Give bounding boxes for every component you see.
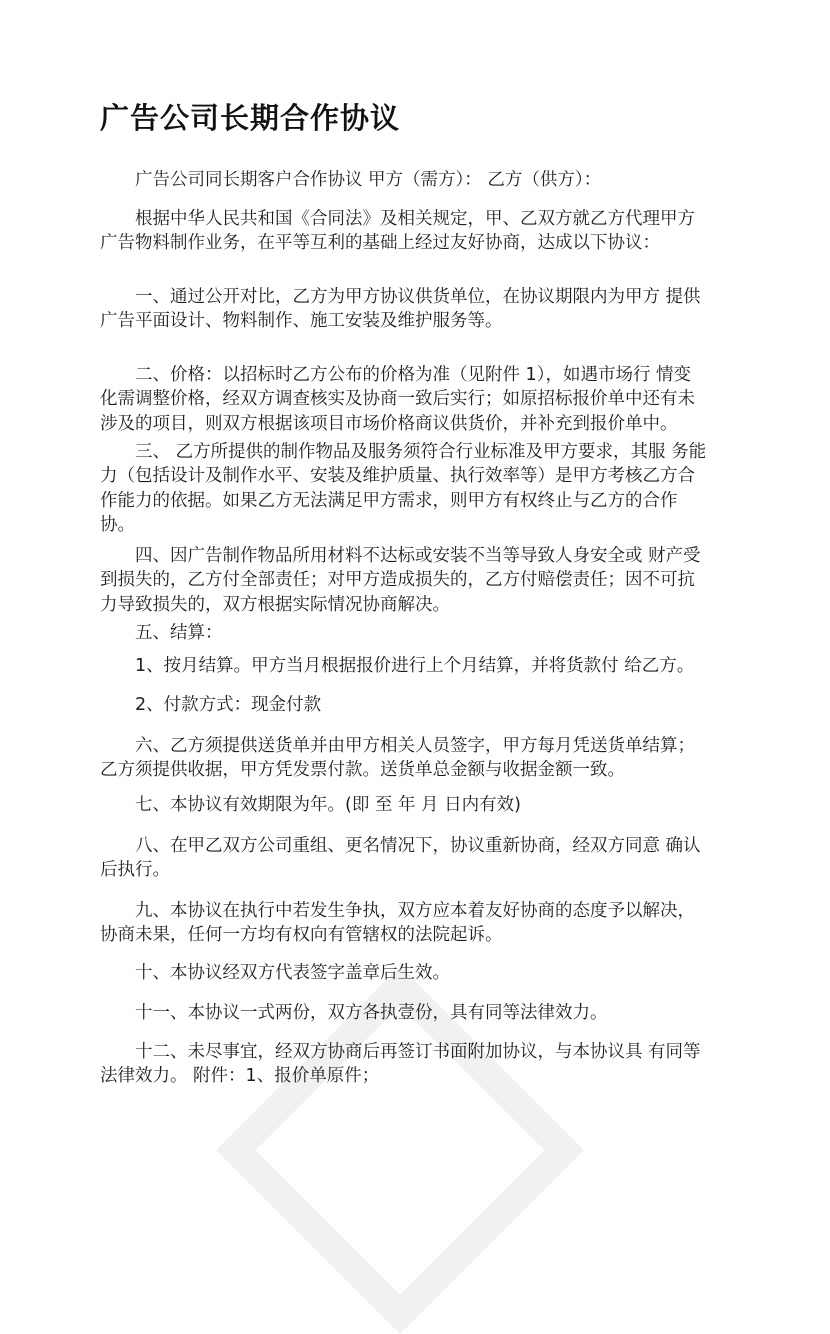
paragraph-line: 法律效力。 附件：1、报价单原件； xyxy=(100,1066,380,1087)
paragraph xyxy=(100,363,740,436)
paragraph-line: 七、本协议有效期限为年。(即 至 年 月 日内有效) xyxy=(135,795,521,815)
paragraph xyxy=(100,734,740,783)
paragraph-line: 涉及的项目，则双方根据该项目市场价格商议供货价，并补充到报价单中。 xyxy=(100,413,678,434)
paragraph xyxy=(100,693,740,717)
paragraph-line: 三、 乙方所提供的制作物品及服务须符合行业标准及甲方要求，其服 务能 xyxy=(135,442,707,462)
paragraph-line: 九、本协议在执行中若发生争执，双方应本着友好协商的态度予以解决， xyxy=(135,901,695,921)
paragraph xyxy=(100,544,740,617)
paragraph xyxy=(100,285,740,334)
paragraph xyxy=(100,654,740,678)
paragraph-line: 协。 xyxy=(100,514,135,535)
paragraph-line: 一、通过公开对比，乙方为甲方协议供货单位，在协议期限内为甲方 提供 xyxy=(135,287,701,307)
paragraph-line: 十一、本协议一式两份，双方各执壹份，具有同等法律效力。 xyxy=(135,1003,608,1023)
paragraph xyxy=(100,1001,740,1025)
paragraph-line: 十二、未尽事宜，经双方协商后再签订书面附加协议，与本协议具 有同等 xyxy=(135,1042,701,1062)
paragraph-line: 化需调整价格，经双方调查核实及协商一致后实行；如原招标报价单中还有未 xyxy=(100,389,695,410)
paragraph xyxy=(100,1040,740,1089)
paragraph-line: 乙方须提供收据，甲方凭发票付款。送货单总金额与收据金额一致。 xyxy=(100,760,625,781)
paragraph xyxy=(100,961,740,985)
paragraph xyxy=(100,834,740,883)
paragraph-line: 协商未果，任何一方均有权向有管辖权的法院起诉。 xyxy=(100,925,503,946)
paragraph-line: 八、在甲乙双方公司重组、更名情况下，协议重新协商，经双方同意 确认 xyxy=(135,836,701,856)
paragraph-line: 十、本协议经双方代表签字盖章后生效。 xyxy=(135,963,450,983)
paragraph xyxy=(100,168,740,192)
document-title: 广告公司长期合作协议 xyxy=(100,101,401,135)
paragraph-line: 广告公司同长期客户合作协议 甲方（需方）： 乙方（供方）： xyxy=(135,170,602,190)
paragraph-line: 2、付款方式：现金付款 xyxy=(135,695,322,715)
paragraph-line: 四、因广告制作物品所用材料不达标或安装不当等导致人身安全或 财产受 xyxy=(135,546,701,566)
paragraph-line: 广告平面设计、物料制作、施工安装及维护服务等。 xyxy=(100,311,503,332)
paragraph xyxy=(100,621,740,645)
paragraph-line: 到损失的，乙方付全部责任；对甲方造成损失的，乙方付赔偿责任；因不可抗 xyxy=(100,570,695,591)
paragraph-line: 根据中华人民共和国《合同法》及相关规定，甲、乙双方就乙方代理甲方 xyxy=(135,209,695,229)
paragraph-line: 1、按月结算。甲方当月根据报价进行上个月结算，并将货款付 给乙方。 xyxy=(135,656,695,676)
paragraph-line: 五、结算： xyxy=(135,623,223,643)
paragraph xyxy=(100,899,740,948)
paragraph-line: 二、价格：以招标时乙方公布的价格为准（见附件 1），如遇市场行 情变 xyxy=(135,365,692,385)
paragraph-line: 广告物料制作业务，在平等互利的基础上经过友好协商，达成以下协议： xyxy=(100,233,660,254)
paragraph-line: 作能力的依据。如果乙方无法满足甲方需求，则甲方有权终止与乙方的合作 xyxy=(100,490,678,511)
paragraph xyxy=(100,207,740,256)
paragraph xyxy=(100,793,740,817)
paragraph xyxy=(100,440,740,537)
paragraph-line: 六、乙方须提供送货单并由甲方相关人员签字，甲方每月凭送货单结算； xyxy=(135,736,695,756)
paragraph-line: 力（包括设计及制作水平、安装及维护质量、执行效率等）是甲方考核乙方合 xyxy=(100,466,695,487)
paragraph-line: 后执行。 xyxy=(100,860,170,881)
paragraph-line: 力导致损失的，双方根据实际情况协商解决。 xyxy=(100,594,450,615)
